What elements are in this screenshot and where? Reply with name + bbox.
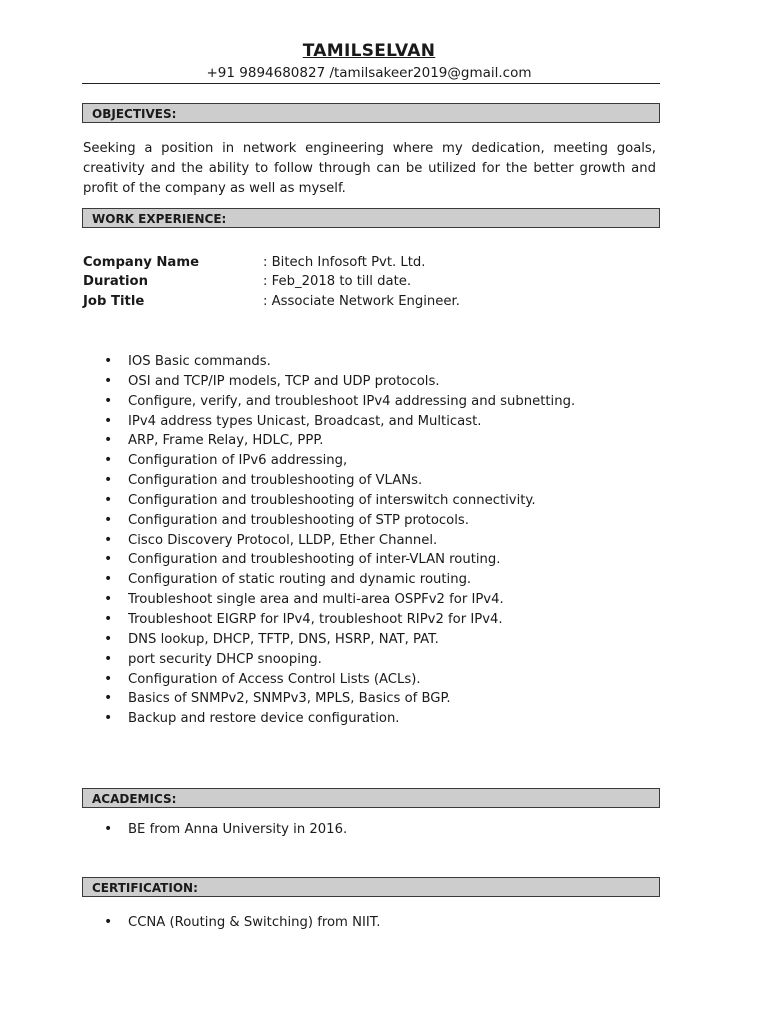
bullet-icon: •: [104, 353, 113, 369]
bullet-icon: •: [104, 472, 113, 489]
bullet-icon: •: [104, 531, 113, 548]
bullet-icon: •: [104, 491, 113, 508]
section-certification-heading: CERTIFICATION:: [82, 877, 660, 897]
bullet-icon: •: [104, 452, 113, 469]
section-objectives-heading: OBJECTIVES:: [82, 103, 660, 123]
detail-value: : Associate Network Engineer.: [263, 294, 460, 309]
detail-label: Company Name: [83, 255, 200, 270]
bullet-icon: •: [104, 432, 113, 449]
bullet-icon: •: [104, 914, 113, 930]
bullet-icon: •: [104, 610, 113, 627]
bullet-icon: •: [104, 650, 113, 667]
detail-label: Duration: [83, 274, 149, 289]
bullet-icon: •: [104, 821, 113, 837]
detail-label: Job Title: [83, 294, 145, 309]
detail-value: : Feb_2018 to till date.: [263, 274, 412, 289]
detail-value: : Bitech Infosoft Pvt. Ltd.: [263, 255, 426, 270]
contact-line: +91 9894680827 /tamilsakeer2019@gmail.com: [206, 65, 532, 81]
bullet-icon: •: [104, 710, 113, 727]
objectives-paragraph: Seeking a position in network engineering where my dedication, meeting goals, creativity and the ability to follow through can be utilized for the better growth and profit of the company as well as myself.: [83, 141, 656, 196]
bullet-icon: •: [104, 630, 113, 647]
bullet-icon: •: [104, 372, 113, 389]
bullet-icon: •: [104, 670, 113, 687]
bullet-icon: •: [104, 571, 113, 588]
section-academics-heading: ACADEMICS:: [82, 788, 660, 808]
bullet-icon: •: [104, 412, 113, 429]
bullet-icon: •: [104, 551, 113, 568]
resume-name: TAMILSELVAN: [302, 41, 436, 61]
bullet-icon: •: [104, 591, 113, 608]
header-divider: [82, 83, 660, 84]
bullet-icon: •: [104, 690, 113, 707]
bullet-icon: •: [104, 511, 113, 528]
bullet-icon: •: [104, 392, 113, 409]
section-work-experience-heading: WORK EXPERIENCE:: [82, 208, 660, 228]
